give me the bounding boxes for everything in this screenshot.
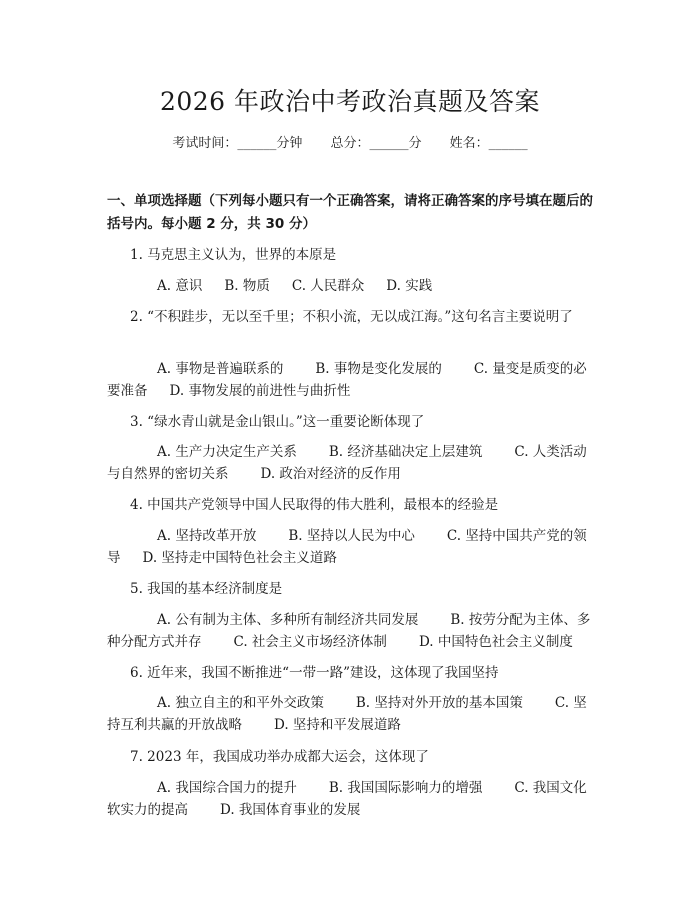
option-d: D. 实践	[386, 278, 433, 294]
question-options	[107, 358, 597, 402]
option-c: C. 量变是质变的必要准备	[107, 361, 587, 399]
option-a: A. 公有制为主体、多种所有制经济共同发展	[157, 612, 419, 628]
option-d: D. 坚持和平发展道路	[274, 717, 401, 733]
total-score-field: 总分：______分	[330, 136, 422, 151]
option-b: B. 我国国际影响力的增强	[328, 780, 483, 796]
option-a: A. 独立自主的和平外交政策	[157, 695, 324, 711]
section-heading: 一、单项选择题（下列每小题只有一个正确答案，请将正确答案的序号填在题后的括号内。每小题 2 分，共 30 分）	[107, 193, 593, 232]
question-stem: 3. “绿水青山就是金山银山。”这一重要论断体现了	[130, 414, 425, 430]
option-d: D. 坚持走中国特色社会主义道路	[142, 550, 337, 566]
exam-time-field: 考试时间：______分钟	[172, 136, 303, 151]
option-a: A. 我国综合国力的提升	[157, 780, 297, 796]
option-b: B. 按劳分配为主体、多种分配方式并存	[107, 612, 591, 650]
option-c: C. 坚持互利共赢的开放战略	[107, 695, 587, 733]
option-a: A. 坚持改革开放	[157, 528, 257, 544]
option-d: D. 我国体育事业的发展	[220, 802, 361, 818]
question-options	[107, 692, 597, 736]
option-d: D. 中国特色社会主义制度	[418, 634, 573, 650]
option-b: B. 事物是变化发展的	[315, 361, 442, 377]
question-options	[107, 441, 597, 485]
question-options	[107, 777, 597, 821]
option-a: A. 生产力决定生产关系	[157, 444, 297, 460]
option-c: C. 社会主义市场经济体制	[233, 634, 387, 650]
option-b: B. 经济基础决定上层建筑	[328, 444, 483, 460]
option-c: C. 人类活动与自然界的密切关系	[107, 444, 587, 482]
option-a: A. 事物是普遍联系的	[157, 361, 284, 377]
option-b: B. 坚持以人民为中心	[288, 528, 415, 544]
page-title: 2026 年政治中考政治真题及答案	[159, 87, 541, 116]
question-stem: 1. 马克思主义认为，世界的本原是	[130, 247, 337, 263]
option-c: C. 坚持中国共产党的领导	[107, 528, 587, 566]
question-stem: 7. 2023 年，我国成功举办成都大运会，这体现了	[130, 749, 429, 765]
option-b: B. 物质	[224, 278, 270, 294]
question-options	[107, 525, 597, 569]
option-d: D. 事物发展的前进性与曲折性	[169, 383, 351, 399]
option-b: B. 坚持对外开放的基本国策	[355, 695, 523, 711]
exam-meta	[0, 132, 700, 151]
option-d: D. 政治对经济的反作用	[260, 466, 401, 482]
question-stem: 5. 我国的基本经济制度是	[130, 581, 283, 597]
question-stem: 6. 近年来，我国不断推进“一带一路”建设，这体现了我国坚持	[130, 665, 499, 681]
option-a: A. 意识	[157, 278, 203, 294]
option-c: C. 人民群众	[291, 278, 365, 294]
option-c: C. 我国文化软实力的提高	[107, 780, 587, 818]
question-stem: 2. “不积跬步，无以至千里；不积小流，无以成江海。”这句名言主要说明了	[130, 309, 573, 325]
question-options	[107, 609, 597, 653]
name-field: 姓名：______	[449, 136, 528, 151]
question-stem: 4. 中国共产党领导中国人民取得的伟大胜利，最根本的经验是	[130, 497, 499, 513]
question-options	[107, 275, 597, 297]
